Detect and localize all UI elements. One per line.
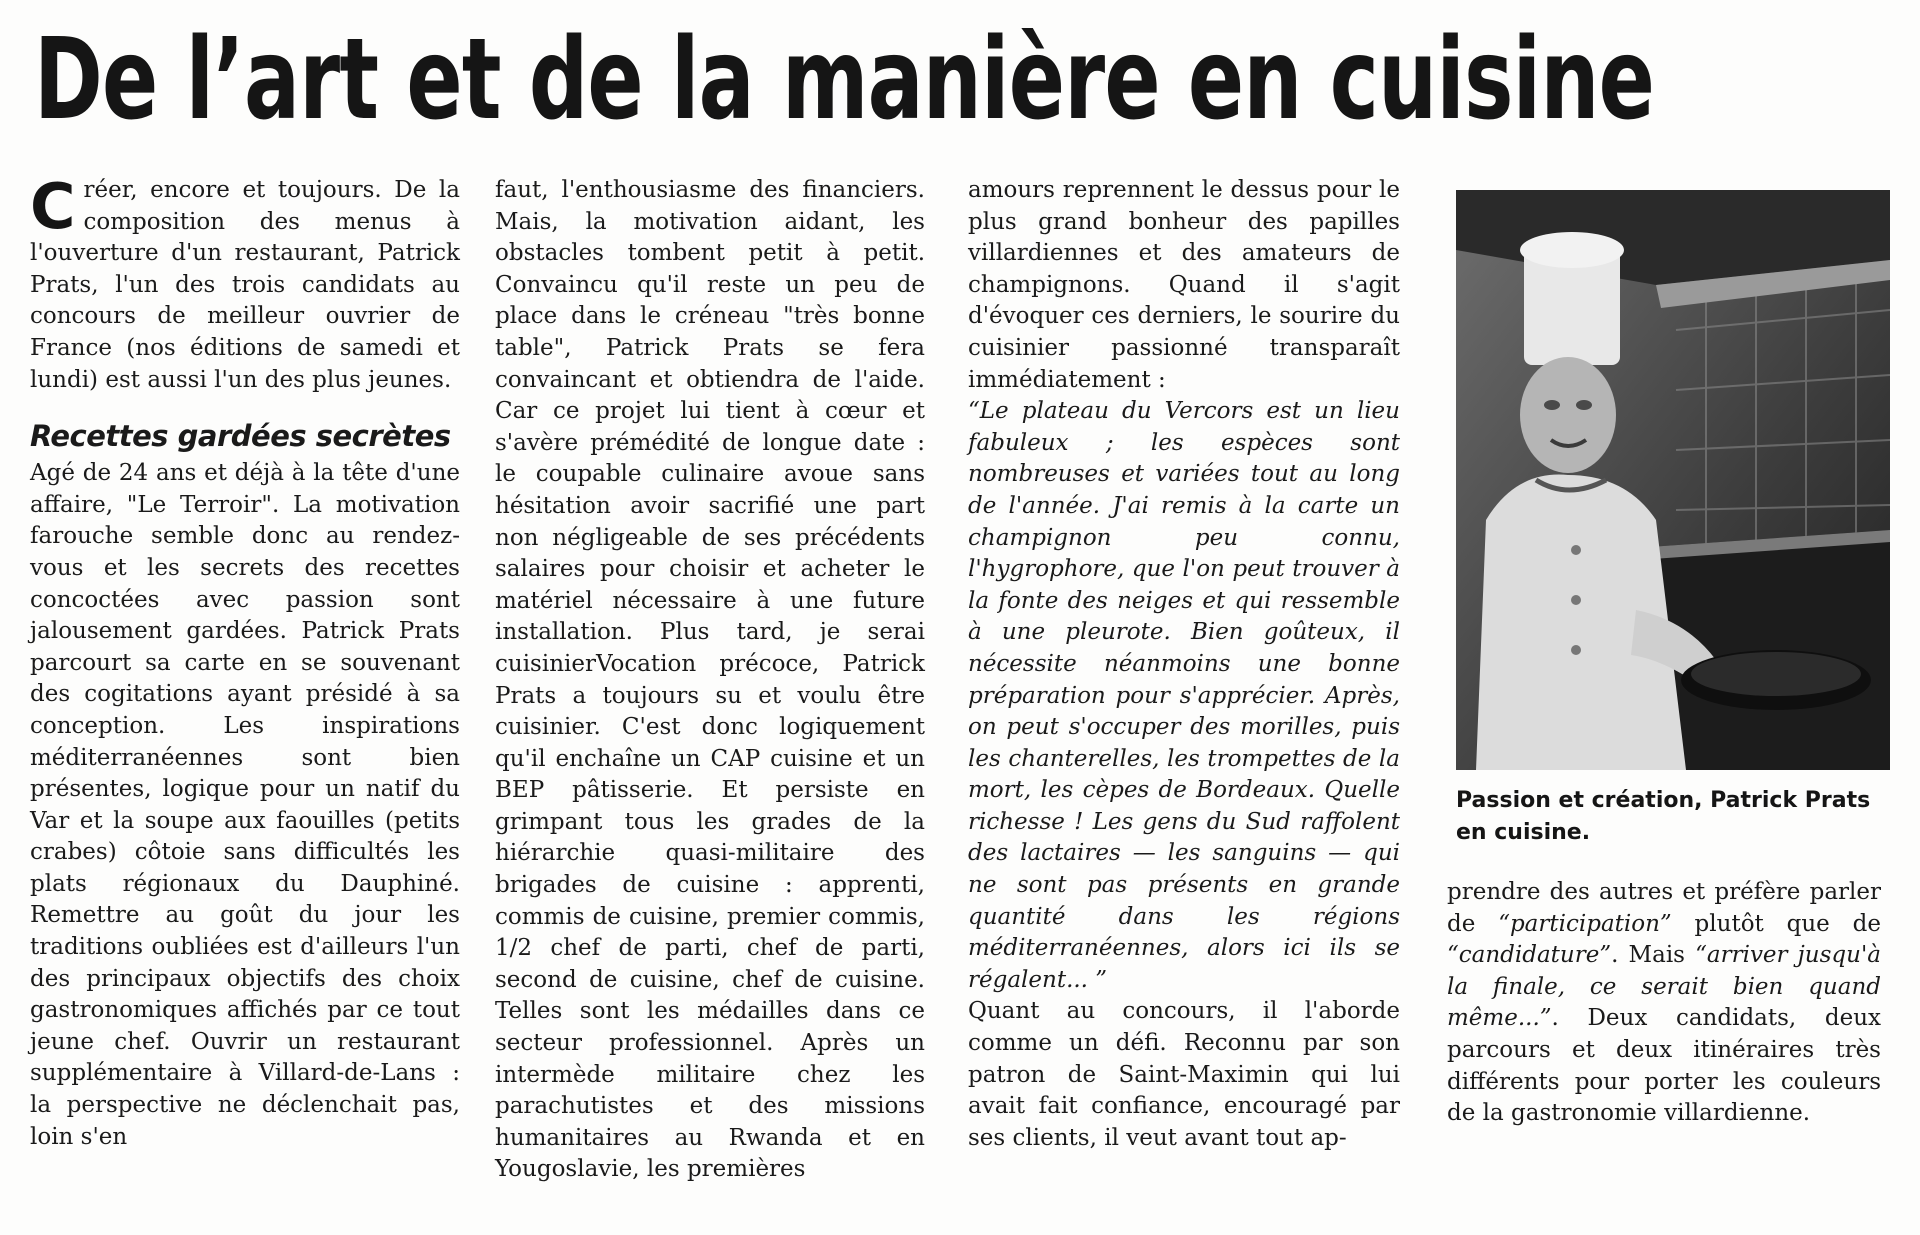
column-3 [968,175,1400,1154]
intro-text: réer, encore et toujours. De la composition des menus à l'ouverture d'un restaurant, Patrick Prats, l'un des trois candidats au concours de meilleur ouvrier de France (nos éditions de samedi et lundi) est aussi l'un des plus jeunes. [30,177,460,393]
col4-text-g: . Deux candidats, deux parcours et deux itinéraires très différents pour porter les couleurs de la gastronomie villardienne. [1447,1005,1881,1127]
column-1 [30,170,460,1153]
col4-text-e: . Mais [1611,942,1696,969]
photo-caption: Passion et création, Patrick Prats en cuisine. [1456,788,1871,845]
body-paragraph-3: amours reprennent le dessus pour le plus grand bonheur des papilles villardiennes et des amateurs de champignons. Quand il s'agit d'évoquer ces derniers, le sourire du cuisinier passionné transparaît immédiatement : [968,177,1400,393]
chef-photo [1456,190,1890,770]
body-paragraph-2: faut, l'enthousiasme des financiers. Mais, la motivation aidant, les obstacles tombent petit à petit. Convaincu qu'il reste un peu de place dans le créneau "très bonne table", Patrick Prats se fera convaincant et obtiendra de l'aide. Car ce projet lui tient à cœur et s'avère prémédité de longue date : le coupable culinaire avoue sans hésitation avoir sacrifié une part non négligeable de ses précédents salaires pour choisir et acheter le matériel nécessaire à une future installation. Plus tard, je serai cuisinierVocation précoce, Patrick Prats a toujours su et voulu être cuisinier. C'est donc logiquement qu'il enchaîne un CAP cuisine et un BEP pâtisserie. Et persiste en grimpant tous les grades de la hiérarchie quasi-militaire des brigades de cuisine : apprenti, commis de cuisine, premier commis, 1/2 chef de parti, chef de parti, second de cuisine, chef de cuisine. Telles sont les médailles dans ce secteur professionnel. Après un intermède militaire chez les parachutistes et des missions humanitaires au Rwanda et en Yougoslavie, les premières [495,177,925,1183]
body-paragraph-5 [1447,877,1881,1130]
column-2 [495,175,925,1186]
col4-text-c: plutôt que de [1671,910,1881,937]
body-paragraph-4: Quant au concours, il l'aborde comme un défi. Reconnu par son patron de Saint-Maximin qui lui avait fait confiance, encouragé par ses clients, il veut avant tout ap- [968,998,1400,1151]
column-4 [1447,877,1881,1130]
col4-quote-finale: “arriver jusqu'à la finale, ce serait bien quand même...” [1447,942,1881,1032]
col4-text-a: prendre des autres et préfère parler de [1447,879,1881,937]
intro-paragraph [30,170,460,396]
subhead: Recettes gardées secrètes [30,419,451,454]
col4-term-participation: “participation” [1498,910,1672,937]
article-headline: De l’art et de la manière en cuisine [34,15,1655,145]
drop-cap: C [30,170,76,243]
chef-photo-image [1456,190,1890,770]
body-paragraph-1: Agé de 24 ans et déjà à la tête d'une affaire, "Le Terroir". La motivation farouche semble donc au rendez-vous et les secrets des recettes concoctées avec passion sont jalousement gardées. Patrick Prats parcourt sa carte en se souvenant des cogitations ayant présidé à sa conception. Les inspirations méditerranéennes sont bien présentes, logique pour un natif du Var et la soupe aux faouilles (petits crabes) côtoie sans difficultés les plats régionaux du Dauphiné. Remettre au goût du jour les traditions oubliées est d'ailleurs l'un des principaux objectifs des choix gastronomiques affichés par ce tout jeune chef. Ouvrir un restaurant supplémentaire à Villard-de-Lans : la perspective ne déclenchait pas, loin s'en [30,460,460,1150]
col4-term-candidature: “candidature” [1447,942,1612,969]
chef-quote: “Le plateau du Vercors est un lieu fabuleux ; les espèces sont nombreuses et variées tout au long de l'année. J'ai remis à la carte un champignon peu connu, l'hygrophore, que l'on peut trouver à la fonte des neiges et qui ressemble à une pleurote. Bien goûteux, il nécessite néanmoins une bonne préparation pour s'apprécier. Après, on peut s'occuper des morilles, puis les chanterelles, les trompettes de la mort, les cèpes de Bordeaux. Quelle richesse ! Les gens du Sud raffolent des lactaires — les sanguins — qui ne sont pas présents en grande quantité dans les régions méditerranéennes, alors ici ils se régalent... ” [968,398,1400,993]
